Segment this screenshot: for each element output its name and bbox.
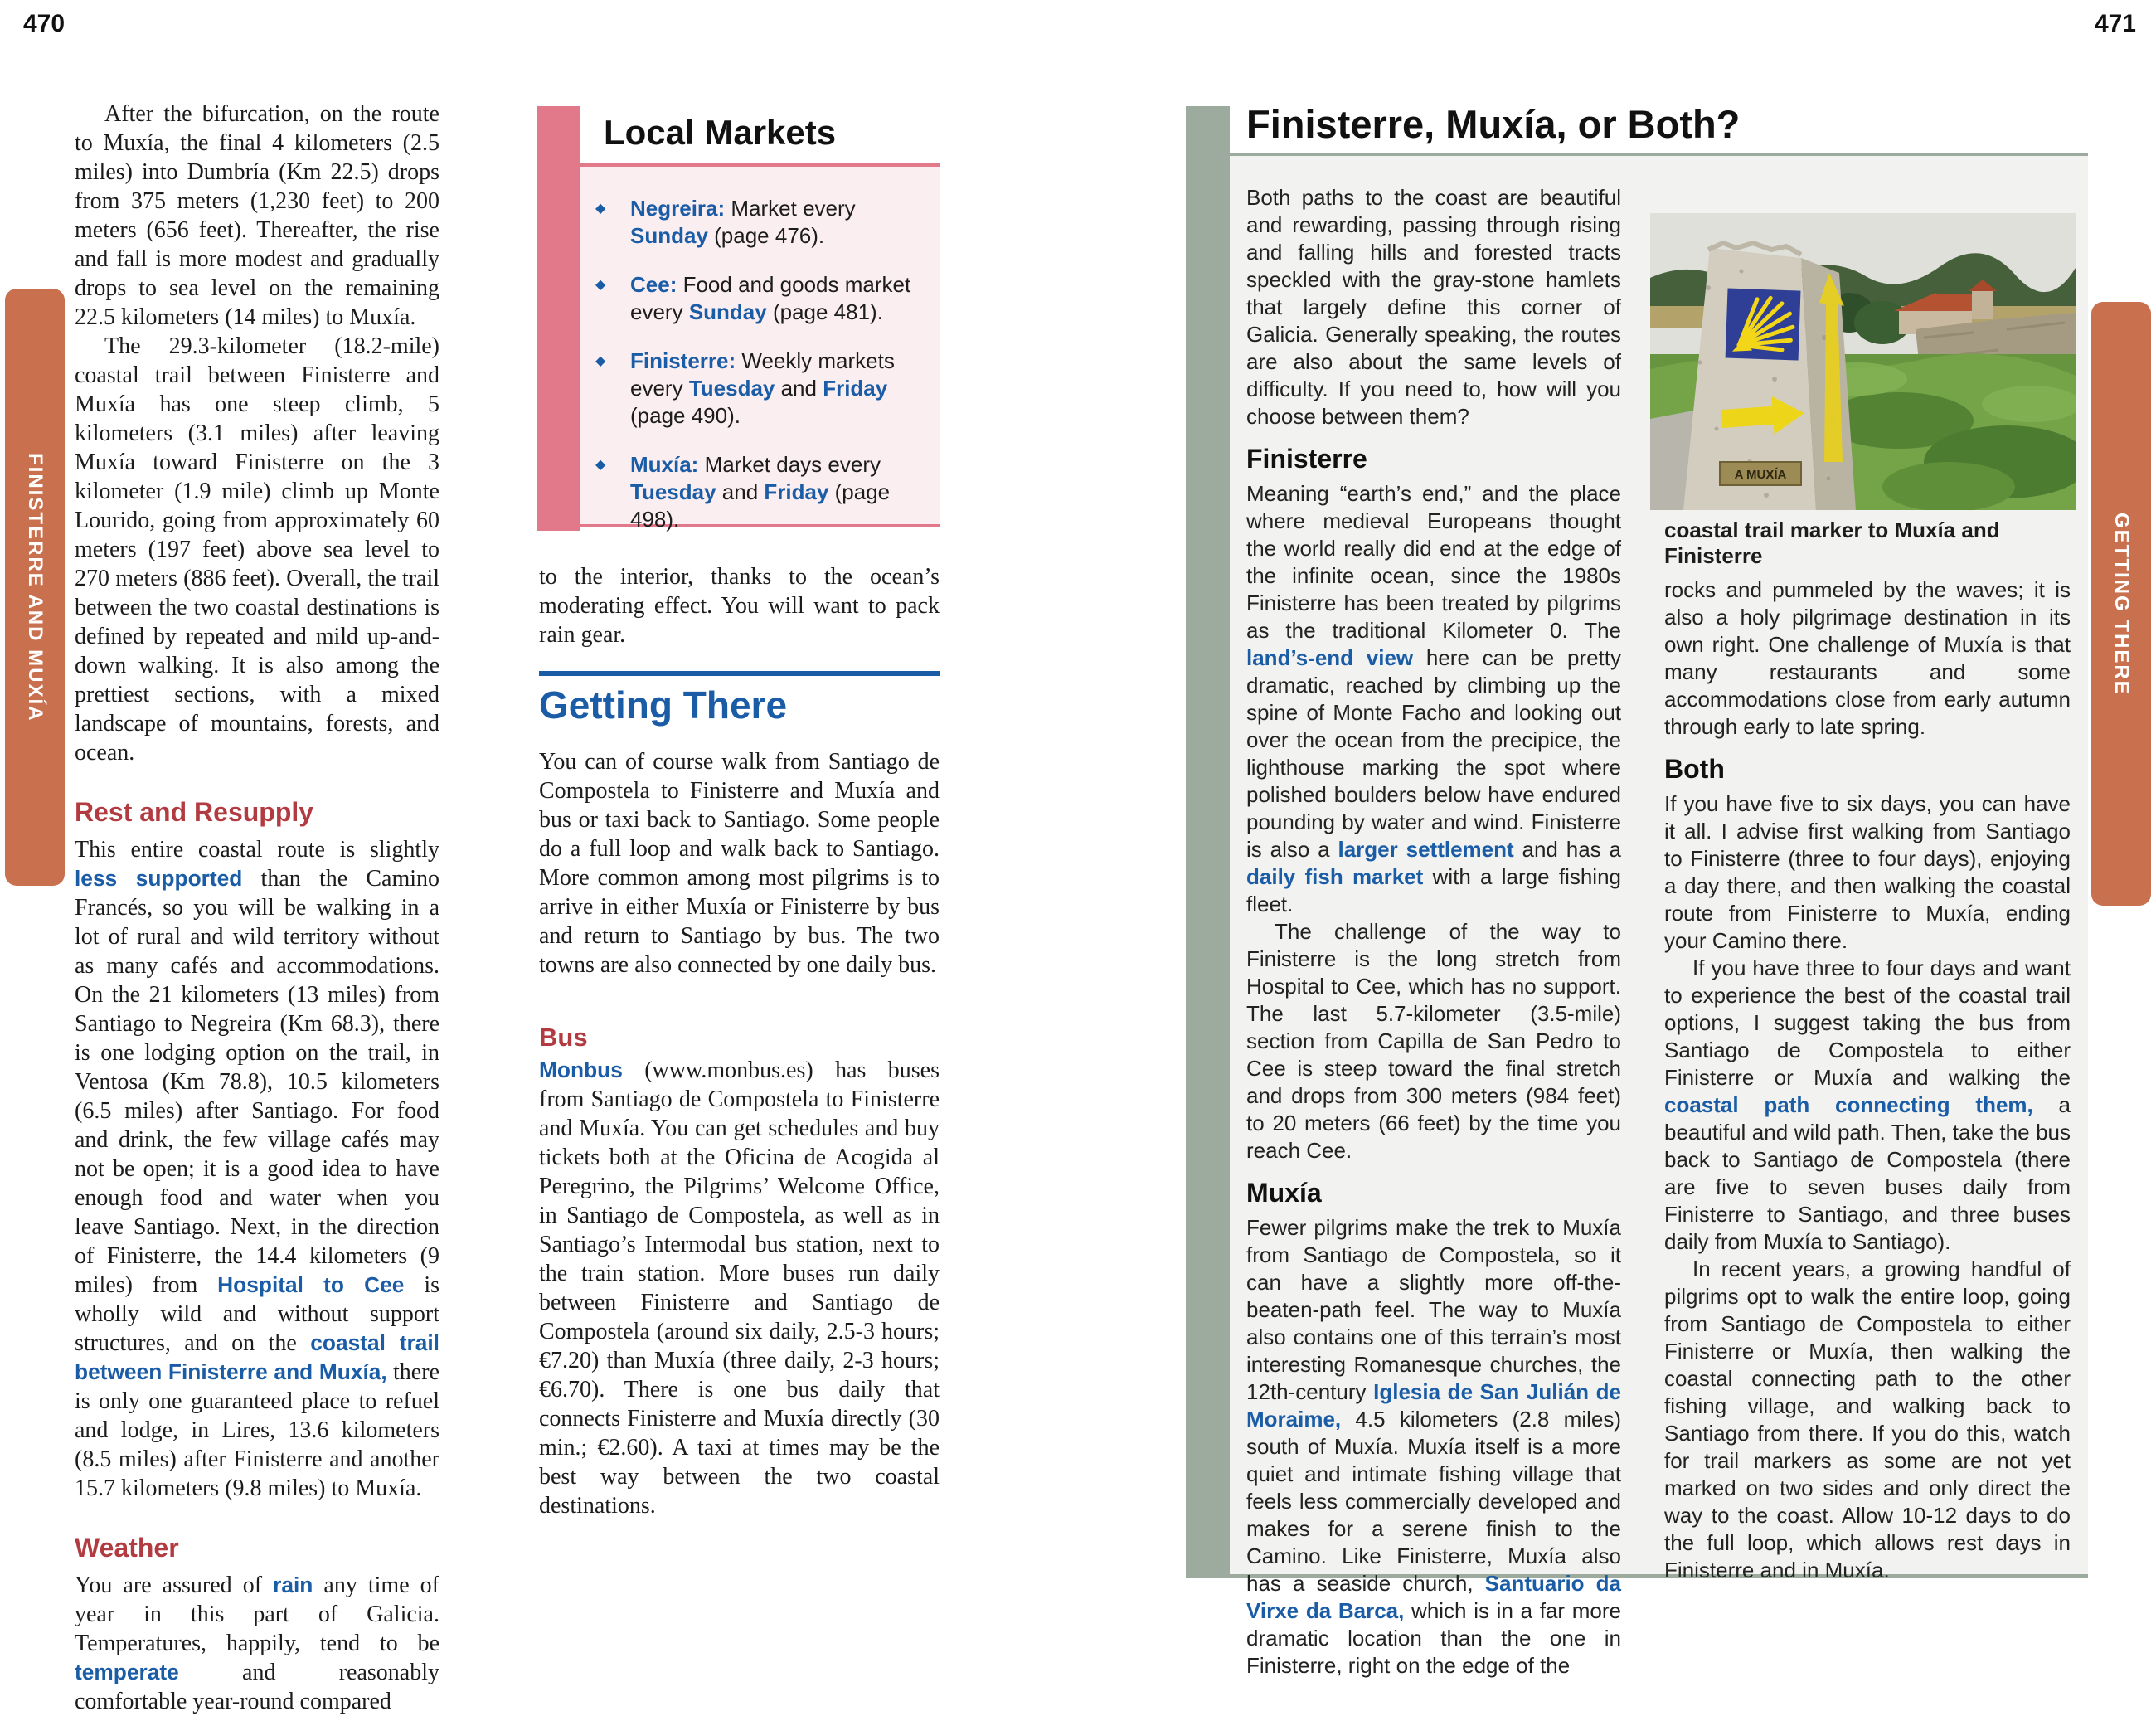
subheading-finisterre: Finisterre	[1246, 444, 1367, 474]
paragraph: The challenge of the way to Finisterre is the long stretch from Hospital to Cee, which has no support. The last 5.7-kilometer (3.5-mile) section from Capilla de San Pedro to Cee is steep toward the final stretch and drops from 300 meters (984 feet) to 20 meters (66 feet) by the time you reach Cee.	[1246, 919, 1621, 1163]
paragraph: to the interior, thanks to the ocean’s moderating effect. You will want to pack rain gear.	[539, 564, 940, 648]
page-number-left: 470	[23, 10, 66, 37]
local-markets-title: Local Markets	[604, 113, 837, 152]
paragraph: Meaning “earth’s end,” and the place where medieval Europeans thought the world really did end at the edge of the infinite ocean, since the 1980s Finisterre has been treated by pilgrims as the traditional Kilometer 0. The land’s-end view here can be pretty dramatic, reached by climbing up the spine of Monte Facho and looking out over the ocean from the precipice, the lighthouse marking the spot where polished boulders below have endured pounding by water and wind. Finisterre is also a larger settlement and has a daily fish market with a large fishing fleet.	[1246, 481, 1621, 916]
left-page-column-2	[539, 562, 940, 1520]
bullet-diamond-icon: ◆	[595, 278, 606, 292]
paragraph: The 29.3-kilometer (18.2-mile) coastal trail between Finisterre and Muxía has one steep climb, 5 kilometers (3.1 miles) after leaving Muxía toward Finisterre on the 3 kilometer (1.9 mile) climb up Monte Lourido, going from approximately 60 meters (197 feet) above sea level to 270 meters (886 feet). Overall, the trail between the two coastal destinations is defined by repeated and mild up-and-down walking. It is also among the prettiest sections, with a mixed landscape of mountains, forests, and ocean.	[75, 333, 439, 766]
section-heading-weather: Weather	[75, 1533, 179, 1563]
subheading-muxia: Muxía	[1246, 1178, 1322, 1208]
list-item-text: Finisterre: Weekly markets every Tuesday and Friday (page 490).	[630, 348, 895, 428]
local-markets-box	[537, 106, 940, 531]
paragraph: Monbus (www.monbus.es) has buses from Santiago de Compostela to Finisterre and Muxía. You can get schedules and buy tickets both at the Oficina de Acogida al Peregrino, the Pilgrims’ Welcome Office, in Santiago de Compostela, as well as in Santiago’s Intermodal bus station, next to the train station. More buses run daily between Finisterre and Santiago de Compostela (around six daily, 2.5-3 hours; €7.20) than Muxía (three daily, 2-3 hours; €6.70). There is one bus daily that connects Finisterre and Muxía directly (30 min.; €2.60). A taxi at times may be the best way between the two coastal destinations.	[539, 1057, 940, 1519]
list-item-text: Negreira: Market every Sunday (page 476).	[630, 196, 856, 248]
list-item-text: Muxía: Market days every Tuesday and Friday (page 498).	[630, 452, 891, 532]
section-heading-rest-and-resupply: Rest and Resupply	[75, 797, 314, 827]
sidebar-tab-finisterre-and-muxia	[5, 289, 65, 886]
sidebar-tab-getting-there	[2091, 302, 2151, 906]
page-number-right: 471	[2094, 10, 2136, 37]
list-item	[592, 451, 918, 533]
svg-text:A MUXÍA: A MUXÍA	[1734, 468, 1787, 482]
paragraph: If you have three to four days and want to experience the best of the coastal trail options, I suggest taking the bus from Santiago de Compostela to either Finisterre or Muxía and walking the coastal path connecting them, a beautiful and wild path. Then, take the bus back to Santiago de Compostela (there are five to seven buses daily from Finisterre to Santiago, and three buses daily from Muxía to Santiago).	[1664, 955, 2071, 1254]
paragraph: This entire coastal route is slightly less supported than the Camino Francés, so you will be walking in a lot of rural and wild territory without as many cafés and accommodations. On the 21 kilometers (13 miles) from Santiago to Negreira (Km 68.3), there is one lodging option on the trail, in Ventosa (Km 78.8), 10.5 kilometers (6.5 miles) after Santiago. For food and drink, the few village cafés may not be open; it is a good idea to have enough food and water when you leave Santiago. Next, in the direction of Finisterre, the 14.4 kilometers (9 miles) from Hospital to Cee is wholly wild and without support structures, and on the coastal trail between Finisterre and Muxía, there is only one guaranteed place to refuel and lodge, in Lires, 13.6 kilometers (8.5 miles) after Finisterre and another 15.7 kilometers (9.8 miles) to Muxía.	[75, 837, 440, 1501]
paragraph: You are assured of rain any time of year in this part of Galicia. Temperatures, happily, tend to be temperate and reasonably comfortable year-round compared	[75, 1573, 439, 1714]
paragraph: Both paths to the coast are beautiful and rewarding, passing through rising and falling hills and forested tracts speckled with the gray-stone hamlets that largely define this corner of Galicia. Generally speaking, the routes are also about the same levels of difficulty. If you need to, how will you choose between them?	[1246, 185, 1621, 429]
bullet-diamond-icon: ◆	[595, 202, 606, 216]
feature-box-column-2	[1664, 576, 2071, 1584]
section-heading-getting-there: Getting There	[539, 683, 788, 727]
list-item-text: Cee: Food and goods market every Sunday (page 481).	[630, 272, 911, 324]
list-item	[592, 348, 918, 430]
trail-marker-photo	[1650, 213, 2076, 510]
list-item	[592, 195, 918, 250]
paragraph: rocks and pummeled by the waves; it is also a holy pilgrimage destination in its own right. One challenge of Muxía is that many restaurants and some accommodations close from early autumn through early to late spring.	[1664, 577, 2071, 739]
paragraph: If you have five to six days, you can have it all. I advise first walking from Santiago to Finisterre (three to four days), enjoying a day there, and then walking the coastal route from Finisterre to Muxía, ending your Camino there.	[1664, 791, 2071, 953]
subheading-both: Both	[1664, 754, 1725, 784]
photo-caption: coastal trail marker to Muxía and Finisterre	[1664, 518, 2000, 568]
photo-muxia-plaque	[1720, 462, 1801, 485]
paragraph: Fewer pilgrims make the trek to Muxía from Santiago de Compostela, so it can have a slightly more off-the-beaten-path feel. The way to Muxía also contains one of this terrain’s most interesting Romanesque churches, the 12th-century Iglesia de San Julián de Moraime, 4.5 kilometers (2.8 miles) south of Muxía. Muxía itself is a more quiet and intimate fishing village that feels less commercially developed and makes for a serene finish to the Camino. Like Finisterre, Muxía also has a seaside church, Santuario da Virxe da Barca, which is in a far more dramatic location than the one in Finisterre, right on the edge of the	[1246, 1215, 1622, 1678]
local-markets-accent-bar	[537, 106, 580, 531]
feature-box-title: Finisterre, Muxía, or Both?	[1246, 102, 1741, 146]
paragraph: In recent years, a growing handful of pilgrims opt to walk the entire loop, going from Santiago de Compostela to either Finisterre or Muxía, then walking the coastal connecting path to the other fishing village, and walking back to Santiago from there. If you do this, watch for trail markers as some are not yet marked on two sides and only direct the way to the coast. Allow 10-12 days to do the full loop, which allows rest days in Finisterre and in Muxía.	[1664, 1257, 2071, 1582]
local-markets-body	[580, 167, 940, 532]
paragraph: After the bifurcation, on the route to Muxía, the final 4 kilometers (2.5 miles) into Dumbría (Km 22.5) drops from 375 meters (1,230 feet) to 200 meters (656 feet). Thereafter, the rise and fall is more modest and gradually drops to sea level on the remaining 22.5 kilometers (14 miles) to Muxía.	[75, 101, 439, 330]
feature-box-accent-bar	[1186, 106, 1230, 1578]
sidebar-tab-label: FINISTERRE AND MUXÍA	[24, 452, 46, 722]
photo-stone-pillar	[1683, 243, 1856, 510]
bullet-diamond-icon: ◆	[595, 458, 606, 472]
getting-there-rule	[539, 671, 940, 676]
section-heading-bus: Bus	[539, 1023, 588, 1052]
list-item	[592, 271, 918, 326]
sidebar-tab-label: GETTING THERE	[2110, 512, 2133, 696]
paragraph: You can of course walk from Santiago de Compostela to Finisterre and Muxía and bus or taxi back to Santiago. Some people do a full loop and walk back to Santiago. More common among most pilgrims is to arrive in either Muxía or Finisterre by bus and return to Santiago by bus. The two towns are also connected by one daily bus.	[539, 749, 940, 978]
photo-scallop-tile	[1726, 289, 1801, 361]
feature-box-column-1	[1246, 184, 1621, 1680]
bullet-diamond-icon: ◆	[595, 354, 606, 368]
left-page-column-1	[75, 100, 439, 1716]
